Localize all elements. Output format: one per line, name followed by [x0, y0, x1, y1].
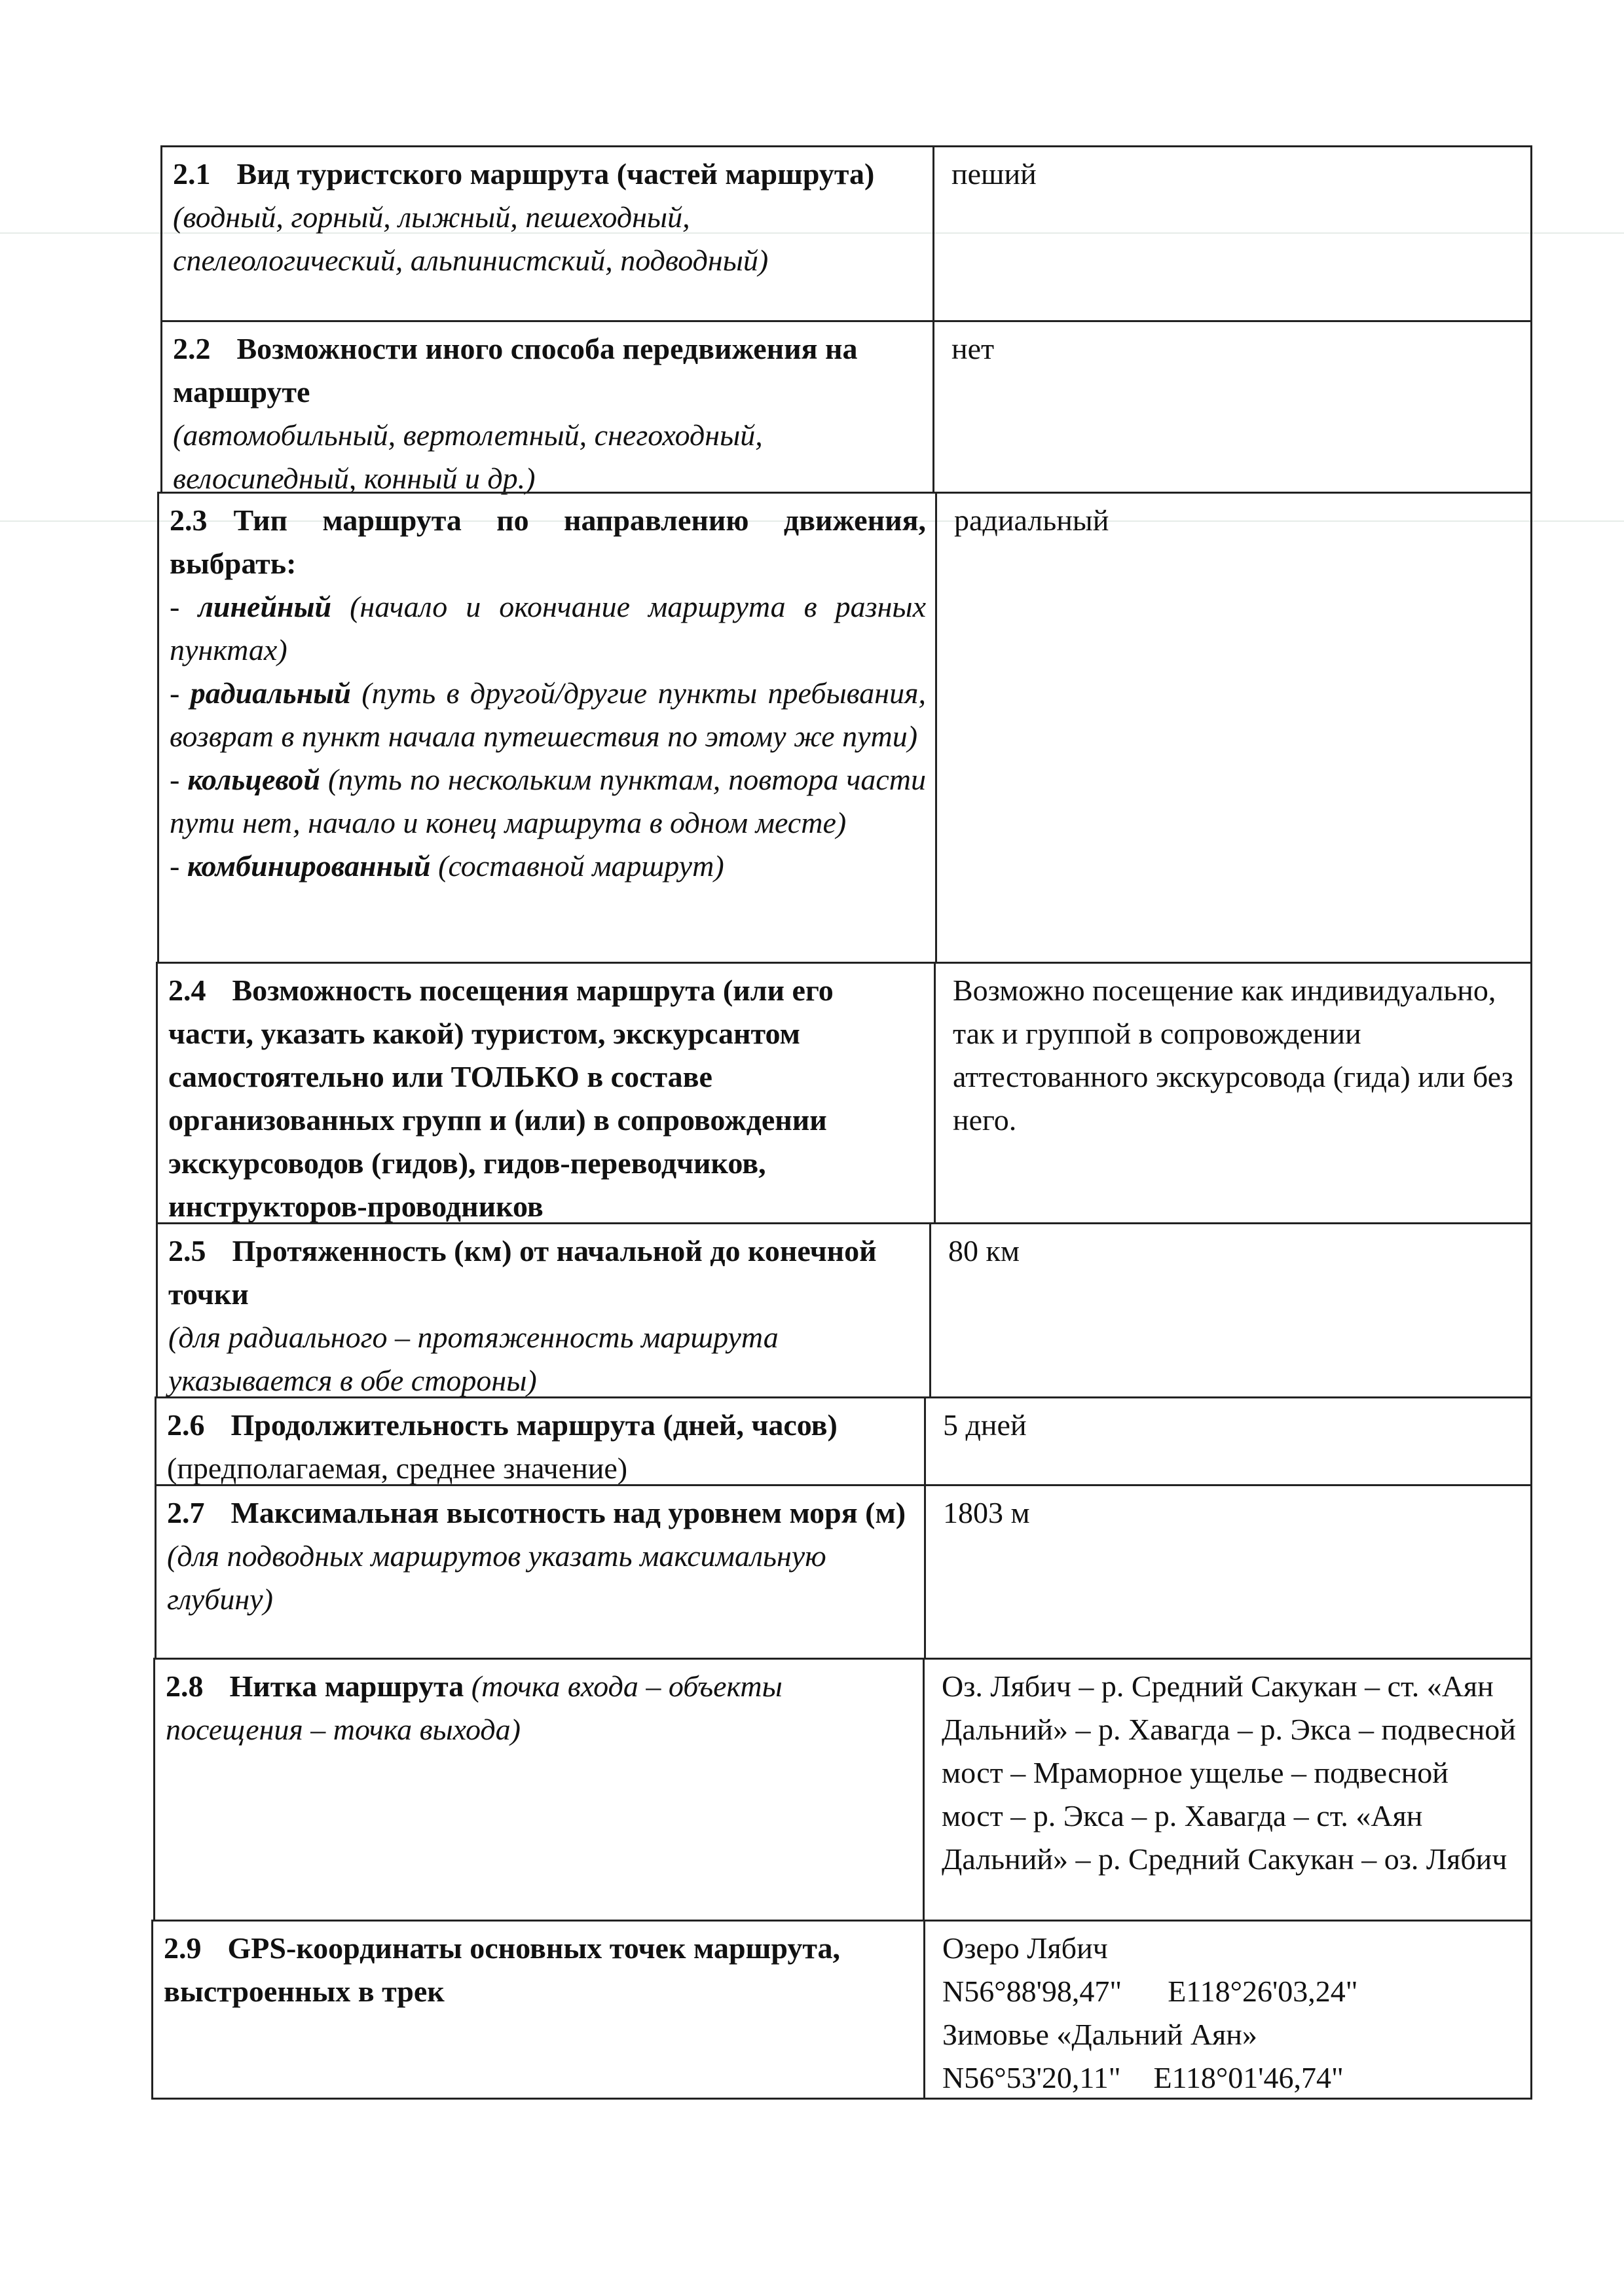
row-title: Протяженность (км) от начальной до конечной точки	[168, 1234, 877, 1311]
row-label-cell	[162, 322, 932, 495]
row-value-cell	[923, 1660, 1530, 1920]
row-note: (водный, горный, лыжный, пешеходный, спелеологический, альпинистский, подводный)	[173, 200, 769, 277]
row-label-cell	[158, 964, 934, 1222]
row-title: GPS-координаты основных точек маршрута, выстроенных в трек	[164, 1931, 841, 2008]
row-title: Тип маршрута по направлению движения, выбрать:	[170, 503, 926, 580]
option-combined: - комбинированный (составной маршрут)	[170, 849, 724, 883]
row-number: 2.6	[167, 1408, 205, 1442]
row-value-cell	[932, 322, 1530, 492]
row-number: 2.5	[168, 1234, 206, 1267]
row-label-cell	[153, 1922, 923, 2098]
option-desc: (путь в другой/другие пункты пребывания, возврат в пункт начала путешествия по этому же пути)	[170, 676, 926, 753]
row-label-cell	[157, 1486, 924, 1658]
option-desc: (путь по нескольким пунктам, повтора части пути нет, начало и конец маршрута в одном месте)	[170, 763, 926, 839]
row-title: Возможность посещения маршрута (или его части, указать какой) туристом, экскурсантом самостоятельно или ТОЛЬКО в составе организованных групп и (или) в сопровождении экскурсоводов (гидов), гидов-переводчиков, инструкторов-проводников	[168, 974, 834, 1223]
option-circular: - кольцевой (путь по нескольким пунктам, повтора части пути нет, начало и конец маршрута в одном месте)	[170, 763, 926, 839]
row-label-cell	[155, 1660, 923, 1920]
gps-longitude: E118°01'46,74"	[1153, 2061, 1344, 2094]
option-desc: (начало и окончание маршрута в разных пунктах)	[170, 590, 926, 666]
row-label-cell	[158, 1224, 929, 1396]
row-number: 2.4	[168, 974, 206, 1007]
row-value: 5 дней	[943, 1408, 1027, 1442]
row-title: Нитка маршрута	[229, 1669, 464, 1703]
row-number: 2.2	[173, 332, 211, 365]
row-value: 1803 м	[943, 1496, 1030, 1529]
row-value-cell	[934, 964, 1530, 1222]
row-number: 2.8	[166, 1669, 204, 1703]
gps-coordinates	[942, 1970, 1517, 2013]
row-title: Максимальная высотность над уровнем моря (м)	[231, 1496, 906, 1529]
row-label-cell	[162, 147, 932, 320]
option-term: кольцевой	[187, 763, 320, 796]
row-value-cell	[929, 1224, 1530, 1396]
row-value: 80 км	[948, 1234, 1020, 1267]
gps-latitude: N56°53'20,11"	[942, 2061, 1121, 2094]
row-number: 2.1	[173, 157, 211, 191]
option-term: радиальный	[190, 676, 351, 710]
row-number: 2.3	[170, 503, 208, 537]
row-value-cell	[924, 1398, 1530, 1484]
row-value: нет	[951, 332, 995, 365]
option-term: линейный	[198, 590, 332, 623]
row-title: Вид туристского маршрута (частей маршрута)	[236, 157, 875, 191]
row-value-cell	[932, 147, 1530, 320]
table-row-2-9	[151, 1920, 1532, 2100]
row-value-cell	[924, 1486, 1530, 1658]
gps-coordinates	[942, 2056, 1517, 2100]
gps-latitude: N56°88'98,47"	[942, 1975, 1122, 2008]
row-note: (предполагаемая, среднее значение)	[167, 1451, 628, 1485]
row-note: (точка входа – объекты посещения – точка выхода)	[166, 1669, 783, 1746]
row-value: Возможно посещение как индивидуально, так и группой в сопровождении аттестованного экскурсовода (гида) или без него.	[953, 974, 1513, 1137]
option-term: комбинированный	[187, 849, 431, 883]
row-note: (автомобильный, вертолетный, снегоходный, велосипедный, конный и др.)	[173, 418, 763, 495]
row-value: Оз. Лябич – р. Средний Сакукан – ст. «Аян Дальний» – р. Хавагда – р. Экса – подвесной мост – Мраморное ущелье – подвесной мост – р. Экса – р. Хавагда – ст. «Аян Дальний» – р. Средний Сакукан – оз. Лябич	[942, 1669, 1516, 1876]
row-note: (для подводных маршрутов указать максимальную глубину)	[167, 1539, 826, 1616]
table-row-2-5	[156, 1222, 1532, 1396]
row-number: 2.7	[167, 1496, 205, 1529]
row-title: Продолжительность маршрута (дней, часов)	[231, 1408, 838, 1442]
table-row-2-7	[155, 1484, 1532, 1658]
gps-point-name: Озеро Лябич	[942, 1931, 1108, 1965]
option-radial: - радиальный (путь в другой/другие пункты пребывания, возврат в пункт начала путешествия по этому же пути)	[170, 676, 926, 753]
row-label-cell	[159, 494, 935, 962]
row-value-cell	[935, 494, 1530, 962]
row-title: Возможности иного способа передвижения на маршруте	[173, 332, 858, 409]
row-label-cell	[157, 1398, 924, 1484]
option-desc: (составной маршрут)	[430, 849, 724, 883]
table-row-2-3	[157, 492, 1532, 962]
table-row-2-2	[160, 320, 1532, 495]
table-row-2-6	[155, 1396, 1532, 1484]
row-note: (для радиального – протяженность маршрута указывается в обе стороны)	[168, 1321, 779, 1397]
gps-longitude: E118°26'03,24"	[1168, 1975, 1358, 2008]
row-value-cell	[923, 1922, 1530, 2098]
row-number: 2.9	[164, 1931, 202, 1965]
gps-point-name: Зимовье «Дальний Аян»	[942, 2018, 1257, 2051]
row-value: пеший	[951, 157, 1037, 191]
row-value: радиальный	[954, 503, 1109, 537]
option-linear: - линейный (начало и окончание маршрута в разных пунктах)	[170, 590, 926, 666]
table-row-2-8	[153, 1658, 1532, 1920]
table-row-2-4	[156, 962, 1532, 1222]
table-row-2-1	[160, 145, 1532, 320]
